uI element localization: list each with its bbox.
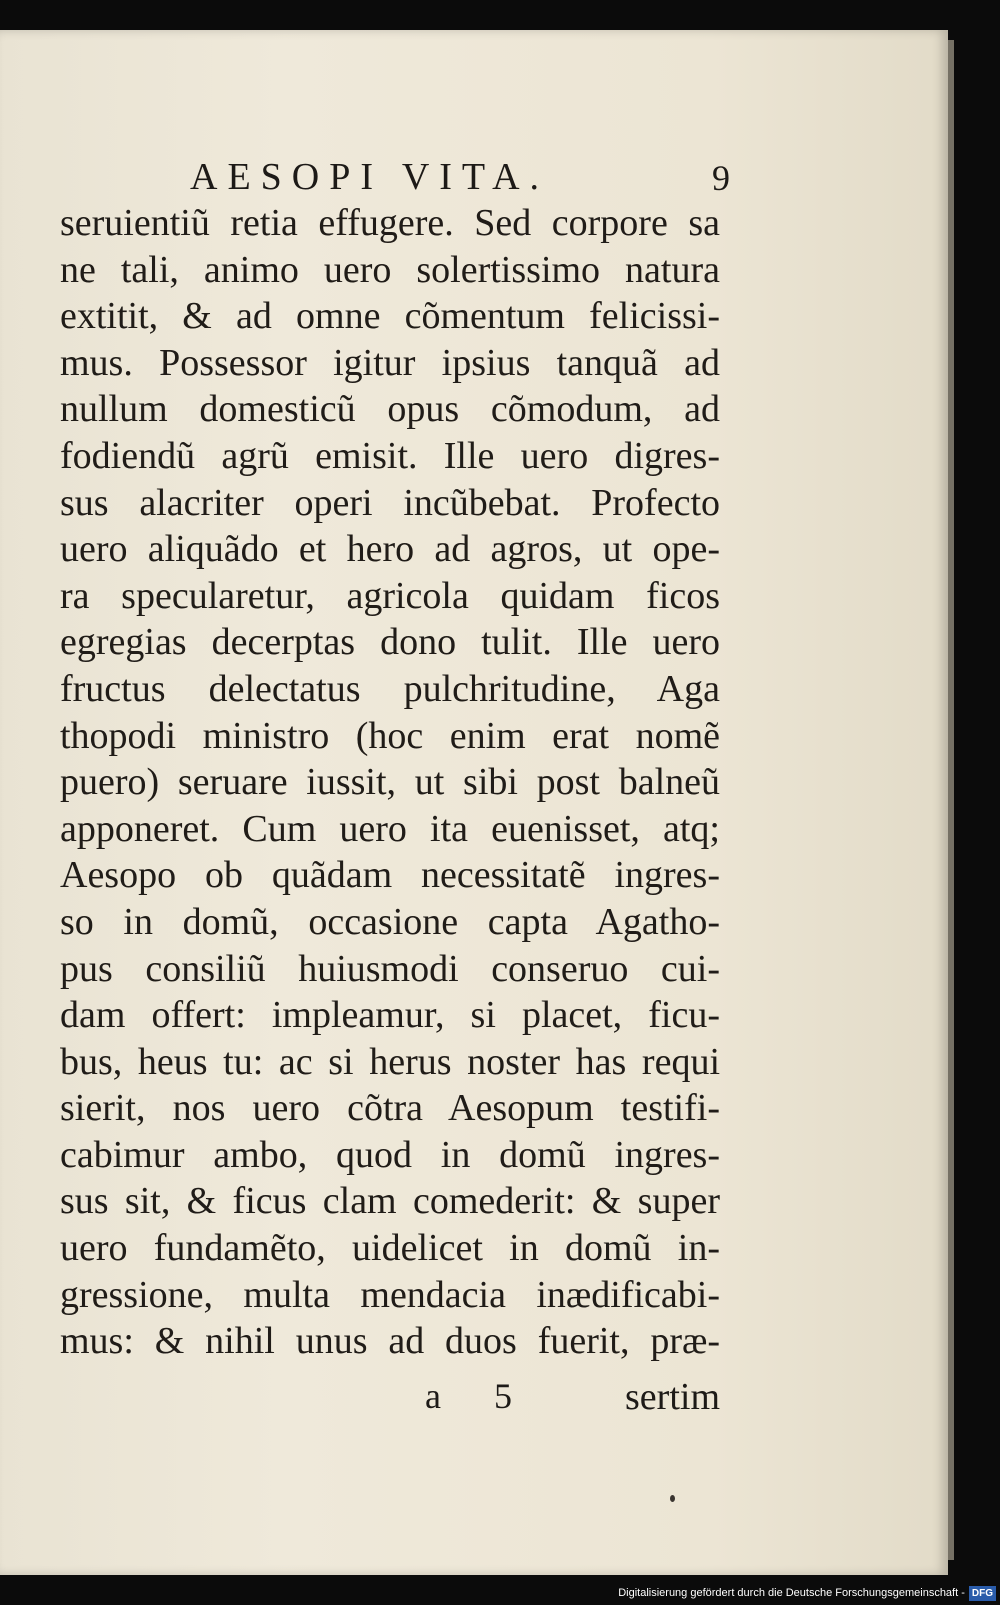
dfg-logo: DFG	[969, 1586, 996, 1601]
running-title: AESOPI VITA.	[190, 156, 550, 198]
catchword: sertim	[625, 1376, 720, 1418]
text-line: fructus delectatus pulchritudine, Aga	[60, 667, 720, 710]
text-line: gressione, multa mendacia inædificabi-	[60, 1273, 720, 1316]
text-line: uero fundamẽto, uidelicet in domũ in-	[60, 1227, 720, 1270]
page-number: 9	[712, 158, 730, 198]
signature-mark: a 5	[425, 1376, 534, 1416]
text-line: extitit, & ad omne cõmentum felicissi-	[60, 295, 720, 338]
text-line: egregias decerptas dono tulit. Ille uero	[60, 621, 720, 664]
catchline	[425, 1375, 720, 1425]
text-line: bus, heus tu: ac si herus noster has requi	[60, 1040, 720, 1083]
book-page	[0, 30, 948, 1575]
text-line: ne tali, animo uero solertissimo natura	[60, 248, 720, 291]
text-line: puero) seruare iussit, ut sibi post balneũ	[60, 761, 720, 804]
text-line: ra specularetur, agricola quidam ficos	[60, 574, 720, 617]
running-head	[190, 155, 730, 205]
text-line: sus alacriter operi incũbebat. Profecto	[60, 481, 720, 524]
page-edge	[948, 40, 954, 1560]
footer-credit	[618, 1585, 996, 1601]
text-line: mus. Possessor igitur ipsius tanquã ad	[60, 341, 720, 384]
text-line: sus sit, & ficus clam comederit: & super	[60, 1180, 720, 1223]
text-line: fodiendũ agrũ emisit. Ille uero digres-	[60, 434, 720, 477]
text-line: cabimur ambo, quod in domũ ingres-	[60, 1133, 720, 1176]
footer-credit-text: Digitalisierung gefördert durch die Deutsche Forschungsgemeinschaft -	[618, 1587, 965, 1599]
text-line: Aesopo ob quãdam necessitatẽ ingres-	[60, 854, 720, 897]
text-line: uero aliquãdo et hero ad agros, ut ope-	[60, 528, 720, 571]
text-block	[60, 200, 720, 1365]
text-line: dam offert: impleamur, si placet, ficu-	[60, 994, 720, 1037]
text-line: so in domũ, occasione capta Agatho-	[60, 900, 720, 943]
text-line: sierit, nos uero cõtra Aesopum testifi-	[60, 1087, 720, 1130]
text-line: pus consiliũ huiusmodi conseruo cui-	[60, 947, 720, 990]
ink-speck	[670, 1495, 675, 1502]
text-line: thopodi ministro (hoc enim erat nomẽ	[60, 714, 720, 757]
text-line: mus: & nihil unus ad duos fuerit, præ-	[60, 1320, 720, 1363]
text-line: nullum domesticũ opus cõmodum, ad	[60, 388, 720, 431]
text-line: apponeret. Cum uero ita euenisset, atq;	[60, 807, 720, 850]
text-line: seruientiũ retia effugere. Sed corpore sa	[60, 202, 720, 244]
